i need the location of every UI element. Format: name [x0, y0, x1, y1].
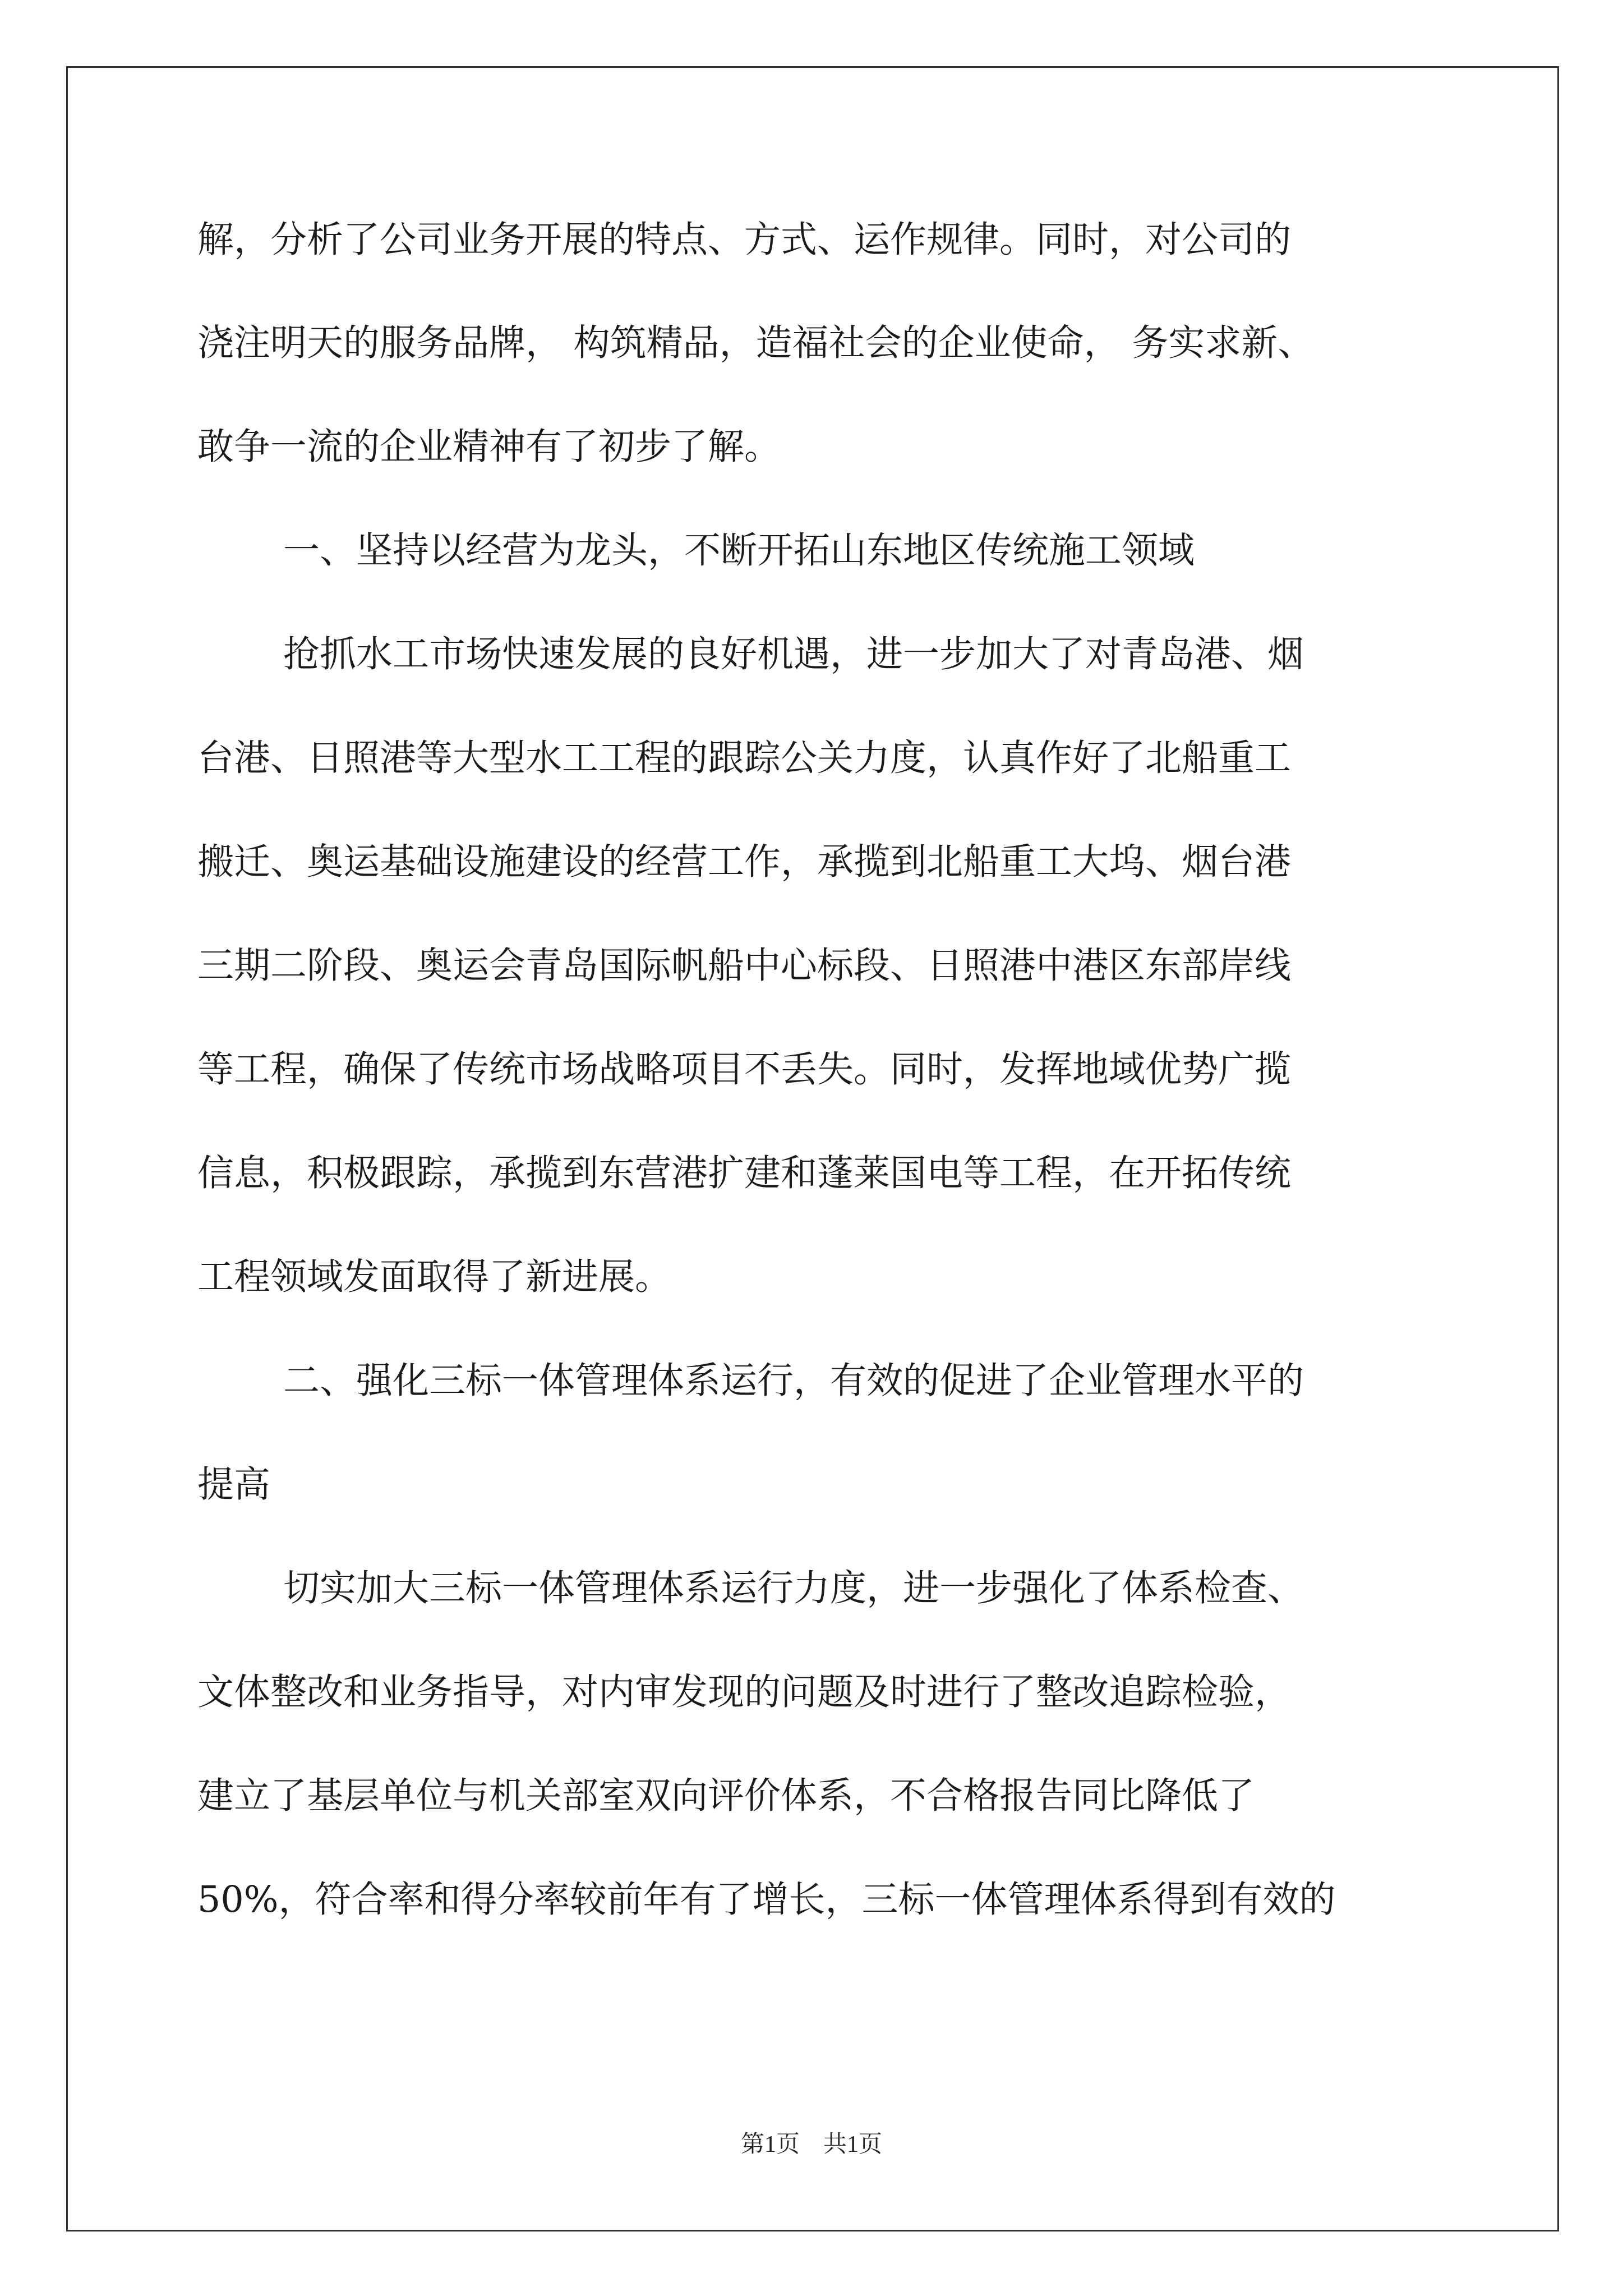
section-heading: 一、坚持以经营为龙头，不断开拓山东地区传统施工领域: [283, 530, 1195, 572]
section-heading: 二、强化三标一体管理体系运行，有效的促进了企业管理水平的: [283, 1360, 1304, 1402]
body-line: 浇注明天的服务品牌， 构筑精品，造福社会的企业使命， 务实求新、: [197, 322, 1315, 364]
section-heading-continued: 提高: [197, 1464, 271, 1506]
body-line: 切实加大三标一体管理体系运行力度，进一步强化了体系检查、: [283, 1567, 1304, 1609]
body-line: 信息，积极跟踪，承揽到东营港扩建和蓬莱国电等工程，在开拓传统: [197, 1152, 1292, 1194]
body-line: 三期二阶段、奥运会青岛国际帆船中心标段、日照港中港区东部岸线: [197, 945, 1292, 987]
body-line: 建立了基层单位与机关部室双向评价体系，不合格报告同比降低了: [197, 1775, 1255, 1817]
body-line: 50%，符合率和得分率较前年有了增长，三标一体管理体系得到有效的: [197, 1879, 1336, 1921]
body-line: 文体整改和业务指导，对内审发现的问题及时进行了整改追踪检验，: [197, 1671, 1292, 1713]
body-line: 解，分析了公司业务开展的特点、方式、运作规律。同时，对公司的: [197, 219, 1292, 261]
body-line: 台港、日照港等大型水工工程的跟踪公关力度，认真作好了北船重工: [197, 737, 1292, 779]
page-number-footer: 第1页 共1页: [740, 2132, 882, 2157]
body-line: 工程领域发面取得了新进展。: [197, 1256, 672, 1298]
body-line: 等工程，确保了传统市场战略项目不丢失。同时，发挥地域优势广揽: [197, 1048, 1292, 1091]
body-line: 敢争一流的企业精神有了初步了解。: [197, 426, 781, 468]
body-line: 抢抓水工市场快速发展的良好机遇，进一步加大了对青岛港、烟: [283, 633, 1304, 675]
body-line: 搬迁、奥运基础设施建设的经营工作，承揽到北船重工大坞、烟台港: [197, 841, 1292, 883]
